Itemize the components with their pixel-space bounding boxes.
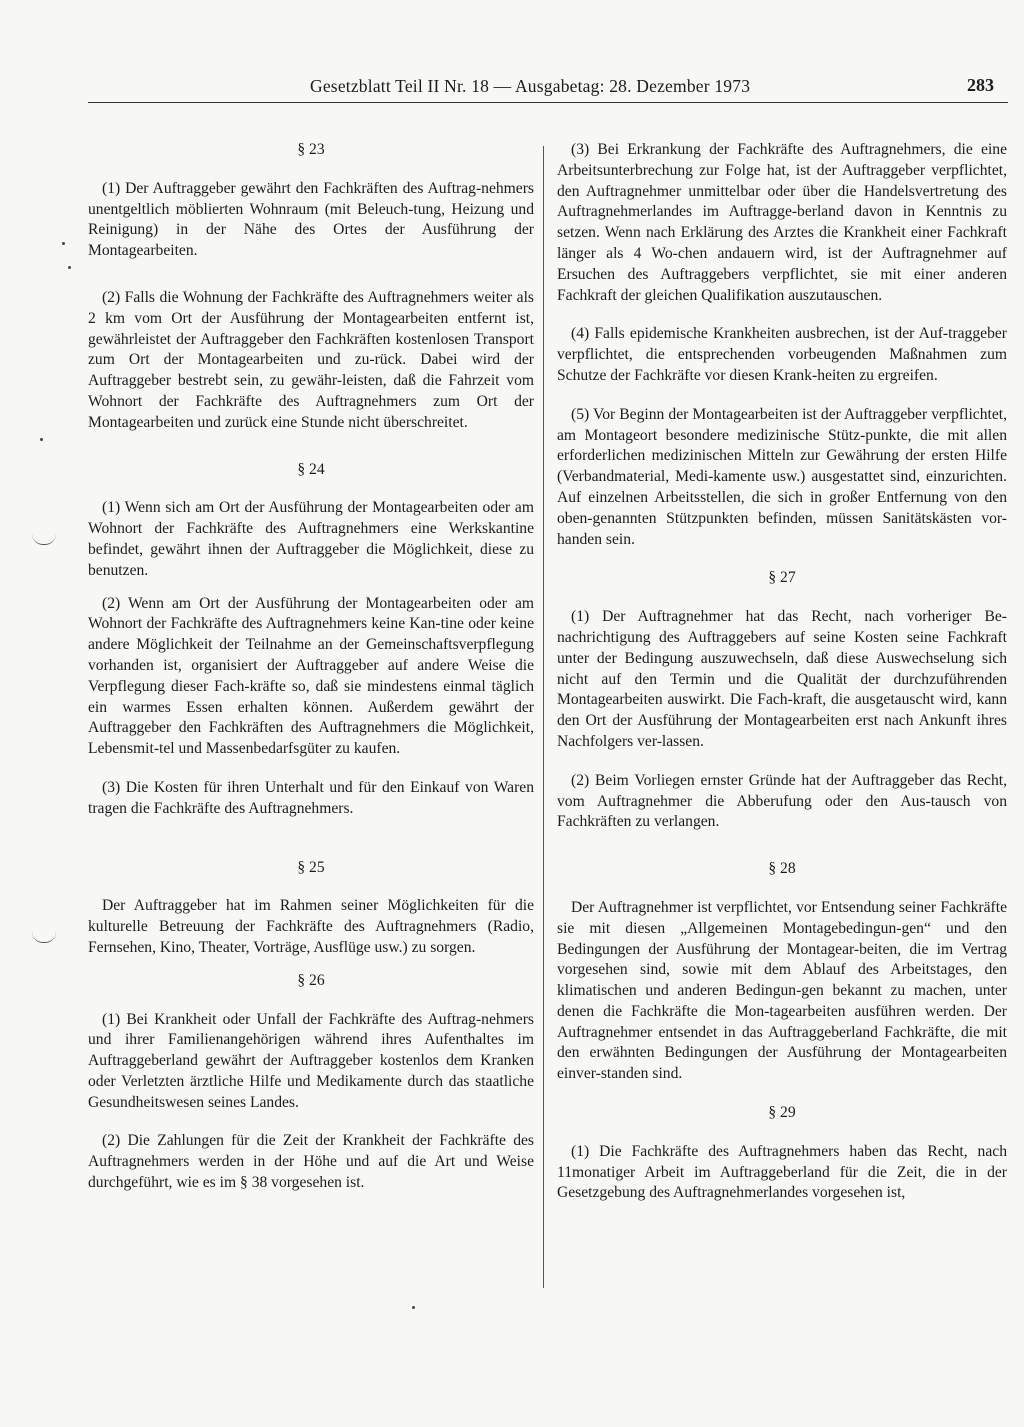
paragraph-24-3: (3) Die Kosten für ihren Unterhalt und für den Einkauf von Waren tragen die Fachkräfte des Auftragnehmers. [88, 778, 534, 817]
scan-speck [68, 266, 71, 269]
paragraph-29-1: (1) Die Fachkräfte des Auftragnehmers haben das Recht, nach 11monatiger Arbeit im Auftraggeberland für die Zeit, die in der Gesetzgebung des Auftragnehmerlandes vorgesehen ist, [557, 1142, 1007, 1202]
paragraph-27-1: (1) Der Auftragnehmer hat das Recht, nach vorheriger Be-nachrichtigung des Auftraggebers auf seine Kosten seine Fachkraft unter der Bedingung auszuwechseln, daß diese Auswechselung sich nicht auf den Termin und die Qualität der durchzuführenden Montagearbeiten auswirkt. Die Fach-kraft, die ausgetauscht wird, kann den Ort der Ausführung der Montagearbeiten erst nach Ankunft ihres Nachfolgers ver-lassen. [557, 608, 1007, 750]
section-title-28: § 28 [768, 860, 796, 878]
section-title-24: § 24 [297, 460, 325, 478]
section-title-25: § 25 [297, 858, 325, 876]
paragraph-28-1: Der Auftragnehmer ist verpflichtet, vor Entsendung seiner Fachkräfte sie mit diesen „Allgemeinen Montagebedingun-gen“ und den Bedingungen der Ausführung der Montagear-beiten, die im Vertrag vorgesehen sind, sowie mit dem Ablauf des Arbeitstages, den klimatischen und anderen Bedingun-gen bekannt zu machen, unter denen die Fachkräfte die Mon-tagearbeiten ausführen werden. Der Auftragnehmer entsendet in das Auftraggeberland Fachkräfte, die mit den erwähnten Bedingungen der Ausführung der Montagearbeiten einver-standen sind. [557, 898, 1007, 1083]
right-column [557, 140, 1007, 1204]
scan-speck [412, 1306, 415, 1309]
section-title-23: § 23 [297, 141, 325, 158]
paragraph-25-1: Der Auftraggeber hat im Rahmen seiner Möglichkeiten für die kulturelle Betreuung der Fachkräfte des Auftragnehmers (Radio, Fernsehen, Kino, Theater, Vorträge, Ausflüge usw.) zu sorgen. [88, 897, 534, 956]
paragraph-26-5: (5) Vor Beginn der Montagearbeiten ist der Auftraggeber verpflichtet, am Montageort besondere medizinische Stütz-punkte, die mit allen erforderlichen medizinischen Mitteln zur Gewährung der ersten Hilfe (Verbandmaterial, Medi-kamente usw.) ausgestattet sind, einzurichten. Auf einzelnen Arbeitsstellen, die sich in großer Entfernung von den oben-genannten Stützpunkten befinden, müssen Sanitätskästen vor-handen sein. [557, 405, 1007, 548]
paragraph-23-1: (1) Der Auftraggeber gewährt den Fachkräften des Auftrag-nehmers unentgeltlich möblierten Wohnraum (mit Beleuch-tung, Heizung und Reinigung) in der Nähe des Ortes der Ausführung der Montagearbeiten. [88, 179, 534, 260]
left-column [88, 140, 534, 1194]
paragraph-26-2: (2) Die Zahlungen für die Zeit der Krankheit der Fachkräfte des Auftragnehmers werden in der Höhe und auf die Art und Weise durchgeführt, wie es im § 38 vorgesehen ist. [88, 1132, 534, 1192]
column-divider [543, 146, 544, 1288]
section-title-27: § 27 [768, 569, 796, 587]
paragraph-26-4: (4) Falls epidemische Krankheiten ausbrechen, ist der Auf-traggeber verpflichtet, die entsprechenden vorbeugenden Maßnahmen zum Schutze der Fachkräfte vor diesen Krank-heiten zu ergreifen. [557, 325, 1007, 384]
section-title-29: § 29 [768, 1104, 796, 1122]
paragraph-24-2: (2) Wenn am Ort der Ausführung der Montagearbeiten oder am Wohnort der Fachkräfte des Auftragnehmers keine Kan-tine oder keine andere Möglichkeit der Teilnahme an der Gemeinschaftsverpflegung vorhanden ist, organisiert der Auftraggeber auf andere Weise die Verpflegung dieser Fach-kräfte so, daß sie mindestens einmal täglich ein warmes Essen erhalten können. Außerdem gewährt der Auftraggeber den Fachkräften des Auftragnehmers die Möglichkeit, Lebensmit-tel und Massenbedarfsgüter zu kaufen. [88, 594, 534, 758]
scan-mark [32, 932, 56, 943]
scan-speck [40, 438, 43, 441]
scan-speck [62, 242, 65, 245]
page-header [88, 72, 1008, 103]
scan-mark [32, 534, 56, 545]
header-title: Gesetzblatt Teil II Nr. 18 — Ausgabetag: 28. Dezember 1973 [310, 76, 751, 96]
section-title-26: § 26 [297, 971, 325, 989]
paragraph-27-2: (2) Beim Vorliegen ernster Gründe hat der Auftraggeber das Recht, vom Auftragnehmer die Abberufung oder den Aus-tausch von Fachkräften zu verlangen. [557, 771, 1007, 831]
paragraph-26-1: (1) Bei Krankheit oder Unfall der Fachkräfte des Auftrag-nehmers und ihrer Familienangehörigen während ihres Aufenthaltes im Auftraggeberland gewährt der Auftraggeber kostenlos dem Kranken oder Verletzten ärztliche Hilfe und Medikamente durch das staatliche Gesundheitswesen seines Landes. [88, 1010, 534, 1111]
paragraph-23-2: (2) Falls die Wohnung der Fachkräfte des Auftragnehmers weiter als 2 km vom Ort der Ausführung der Montagearbeiten entfernt ist, gewährleistet der Auftraggeber den Fachkräften kostenlosen Transport zum Ort der Montagearbeiten und zu-rück. Dabei wird der Auftraggeber bestrebt sein, zu gewähr-leisten, daß die Fahrzeit vom Wohnort der Fachkräfte des Auftragnehmers zum Ort der Montagearbeiten und zurück eine Stunde nicht überschreitet. [88, 288, 534, 431]
paragraph-26-3: (3) Bei Erkrankung der Fachkräfte des Auftragnehmers, die eine Arbeitsunterbrechung zur Folge hat, ist der Auftraggeber verpflichtet, den Auftragnehmer unmittelbar oder über die Handelsvertretung des Auftragnehmerlandes im Auftragge-berland davon in Kenntnis zu setzen. Wenn nach Erklärung des Arztes die Krankheit einer Fachkraft länger als 4 Wo-chen andauern wird, ist der Auftragnehmer auf Ersuchen des Auftraggebers verpflichtet, sie mit einer anderen Fachkraft der gleichen Qualifikation auszutauschen. [557, 141, 1007, 304]
paragraph-24-1: (1) Wenn sich am Ort der Ausführung der Montagearbeiten oder am Wohnort der Fachkräfte des Auftragnehmers eine Werkskantine befindet, gewährt ihnen der Auftraggeber die Möglichkeit, diese zu benutzen. [88, 499, 534, 579]
page-number: 283 [967, 75, 994, 95]
